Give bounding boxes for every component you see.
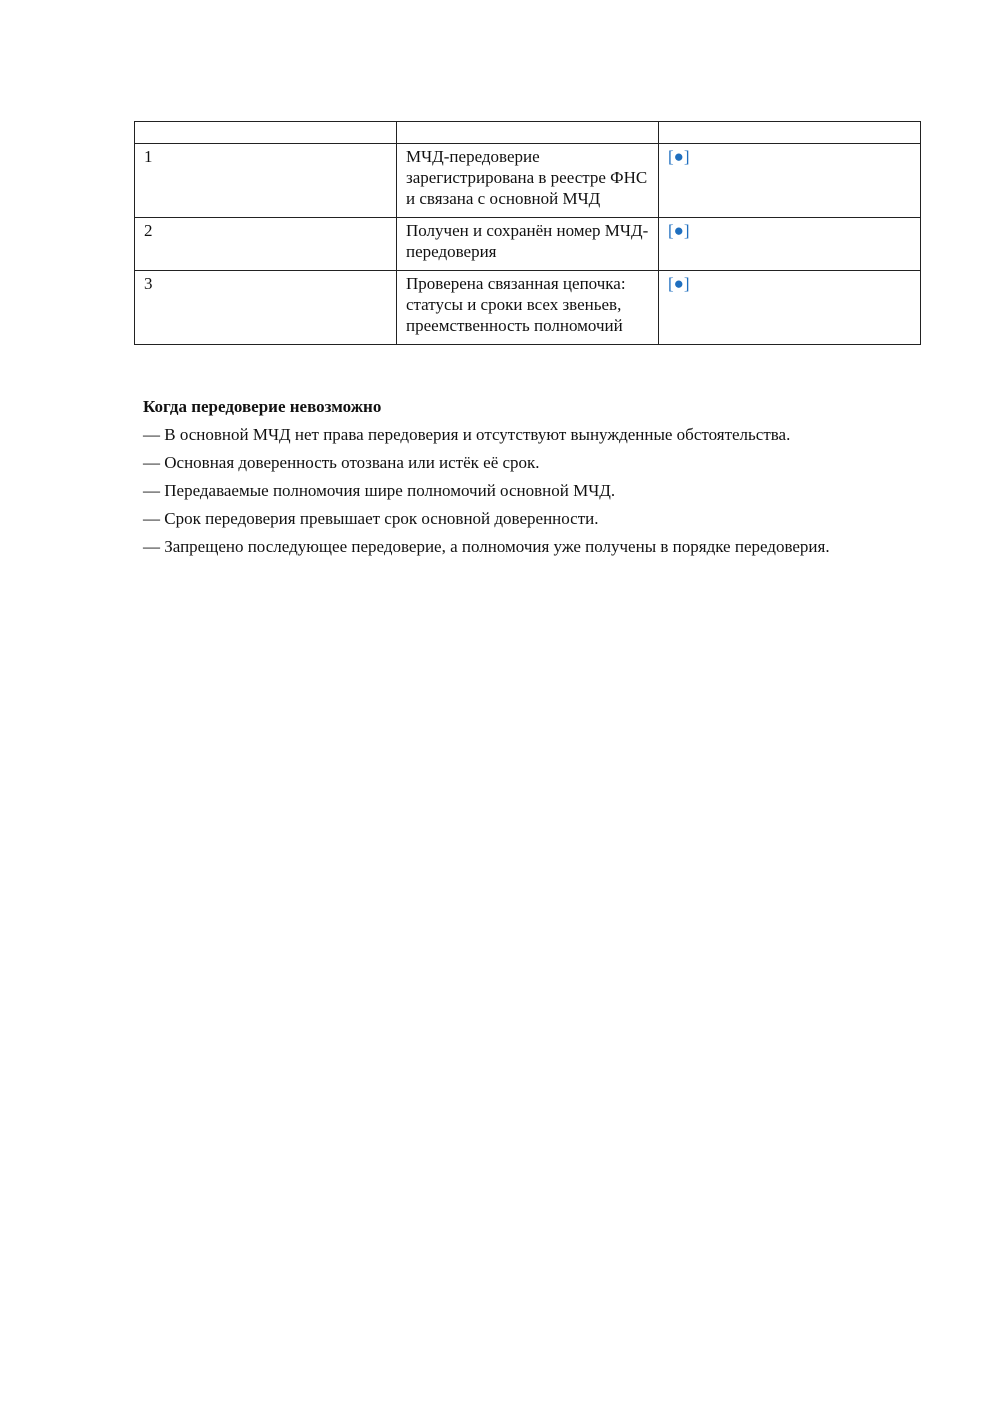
checklist-table — [134, 121, 921, 345]
status-marker: [●] — [668, 221, 690, 240]
row-description: Проверена связанная цепочка: статусы и сроки всех звеньев, преемственность полномочий — [397, 271, 659, 345]
list-item: — Передаваемые полномочия шире полномочий основной МЧД. — [143, 481, 616, 500]
restrictions-list — [143, 424, 923, 558]
status-marker: [●] — [668, 274, 690, 293]
restrictions-section — [143, 396, 923, 564]
list-item: — Срок передоверия превышает срок основной доверенности. — [143, 509, 599, 528]
table-header — [135, 122, 921, 144]
table-row — [135, 144, 921, 218]
row-status-cell — [659, 144, 921, 218]
header-cell-2 — [397, 122, 659, 144]
row-description: Получен и сохранён номер МЧД-передоверия — [397, 218, 659, 271]
status-marker: [●] — [668, 147, 690, 166]
list-item: — В основной МЧД нет права передоверия и отсутствуют вынужденные обстоятельства. — [143, 425, 791, 444]
row-description: МЧД-передоверие зарегистрирована в реестре ФНС и связана с основной МЧД — [397, 144, 659, 218]
row-number: 2 — [135, 218, 397, 271]
table-header-row — [135, 122, 921, 144]
row-number: 3 — [135, 271, 397, 345]
table-row — [135, 218, 921, 271]
list-item: — Запрещено последующее передоверие, а полномочия уже получены в порядке передоверия. — [143, 537, 830, 556]
header-cell-1 — [135, 122, 397, 144]
list-item: — Основная доверенность отозвана или истёк её срок. — [143, 453, 540, 472]
row-number: 1 — [135, 144, 397, 218]
row-status-cell — [659, 271, 921, 345]
header-cell-3 — [659, 122, 921, 144]
section-title: Когда передоверие невозможно — [143, 397, 382, 416]
row-status-cell — [659, 218, 921, 271]
table-row — [135, 271, 921, 345]
